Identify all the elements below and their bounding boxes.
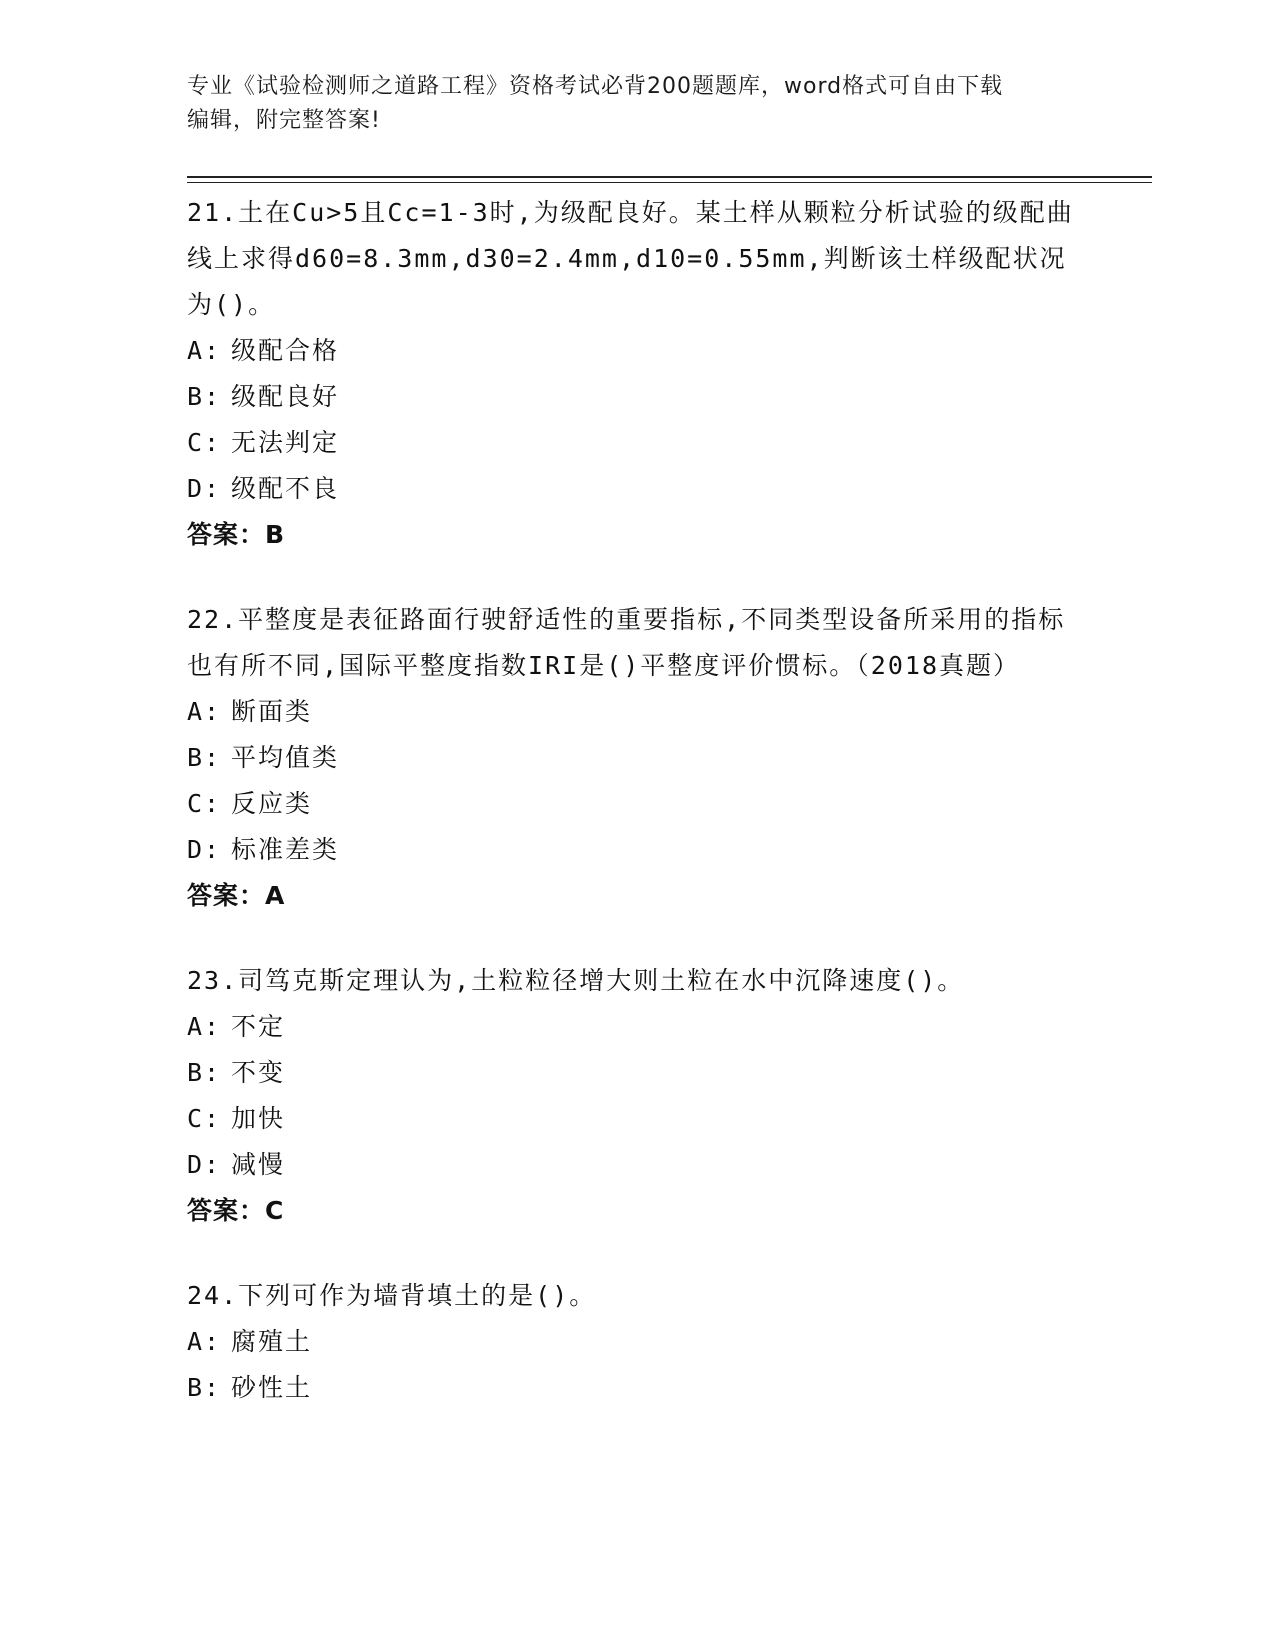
option-d [187,827,1077,873]
answer: 答案：A [187,881,286,910]
option-b [187,1365,1077,1411]
answer: 答案：C [187,1196,285,1225]
header-line-2: 编辑，附完整答案! [187,108,381,133]
option-text: 级配不良 [231,474,340,503]
option-key: C: [187,428,222,457]
option-text: 无法判定 [231,428,340,457]
option-text: 级配合格 [231,336,340,365]
question-23 [187,958,1077,1234]
option-a [187,1004,1077,1050]
option-a [187,689,1077,735]
option-text: 砂性土 [231,1373,313,1402]
question-21 [187,190,1077,558]
document-header [187,70,1087,138]
option-key: B: [187,382,222,411]
option-b [187,374,1077,420]
question-stem: 24.下列可作为墙背填土的是()。 [187,1281,597,1310]
question-24 [187,1273,1077,1411]
option-key: B: [187,743,222,772]
option-list [187,328,1077,512]
option-a [187,1319,1077,1365]
option-d [187,1142,1077,1188]
option-text: 不定 [231,1012,286,1041]
option-key: D: [187,835,222,864]
option-text: 不变 [231,1058,286,1087]
option-key: D: [187,1150,222,1179]
option-key: B: [187,1058,222,1087]
option-key: D: [187,474,222,503]
question-stem: 21.土在Cu>5且Cc=1-3时,为级配良好。某土样从颗粒分析试验的级配曲线上求得d60=8.3mm,d30=2.4mm,d10=0.55mm,判断该土样级配状况为()。 [187,198,1074,319]
option-c [187,420,1077,466]
option-list [187,1319,1077,1411]
option-text: 减慢 [231,1150,286,1179]
option-key: C: [187,789,222,818]
option-key: A: [187,697,222,726]
option-text: 标准差类 [231,835,340,864]
option-text: 平均值类 [231,743,340,772]
option-key: C: [187,1104,222,1133]
option-text: 腐殖土 [231,1327,313,1356]
question-stem: 22.平整度是表征路面行驶舒适性的重要指标,不同类型设备所采用的指标也有所不同,国际平整度指数IRI是()平整度评价惯标。（2018真题） [187,605,1066,680]
header-divider-thick [187,176,1152,178]
option-text: 断面类 [231,697,313,726]
option-key: B: [187,1373,222,1402]
header-divider-thin [187,182,1152,183]
option-c [187,781,1077,827]
option-text: 级配良好 [231,382,340,411]
option-b [187,735,1077,781]
option-key: A: [187,336,222,365]
answer: 答案：B [187,520,286,549]
option-text: 加快 [231,1104,286,1133]
option-text: 反应类 [231,789,313,818]
option-key: A: [187,1327,222,1356]
option-c [187,1096,1077,1142]
header-line-1: 专业《试验检测师之道路工程》资格考试必背200题题库，word格式可自由下载 [187,74,1004,99]
option-key: A: [187,1012,222,1041]
option-d [187,466,1077,512]
question-22 [187,597,1077,919]
option-list [187,689,1077,873]
option-list [187,1004,1077,1188]
option-b [187,1050,1077,1096]
question-list [187,190,1077,1450]
option-a [187,328,1077,374]
question-stem: 23.司笃克斯定理认为,土粒粒径增大则土粒在水中沉降速度()。 [187,966,965,995]
